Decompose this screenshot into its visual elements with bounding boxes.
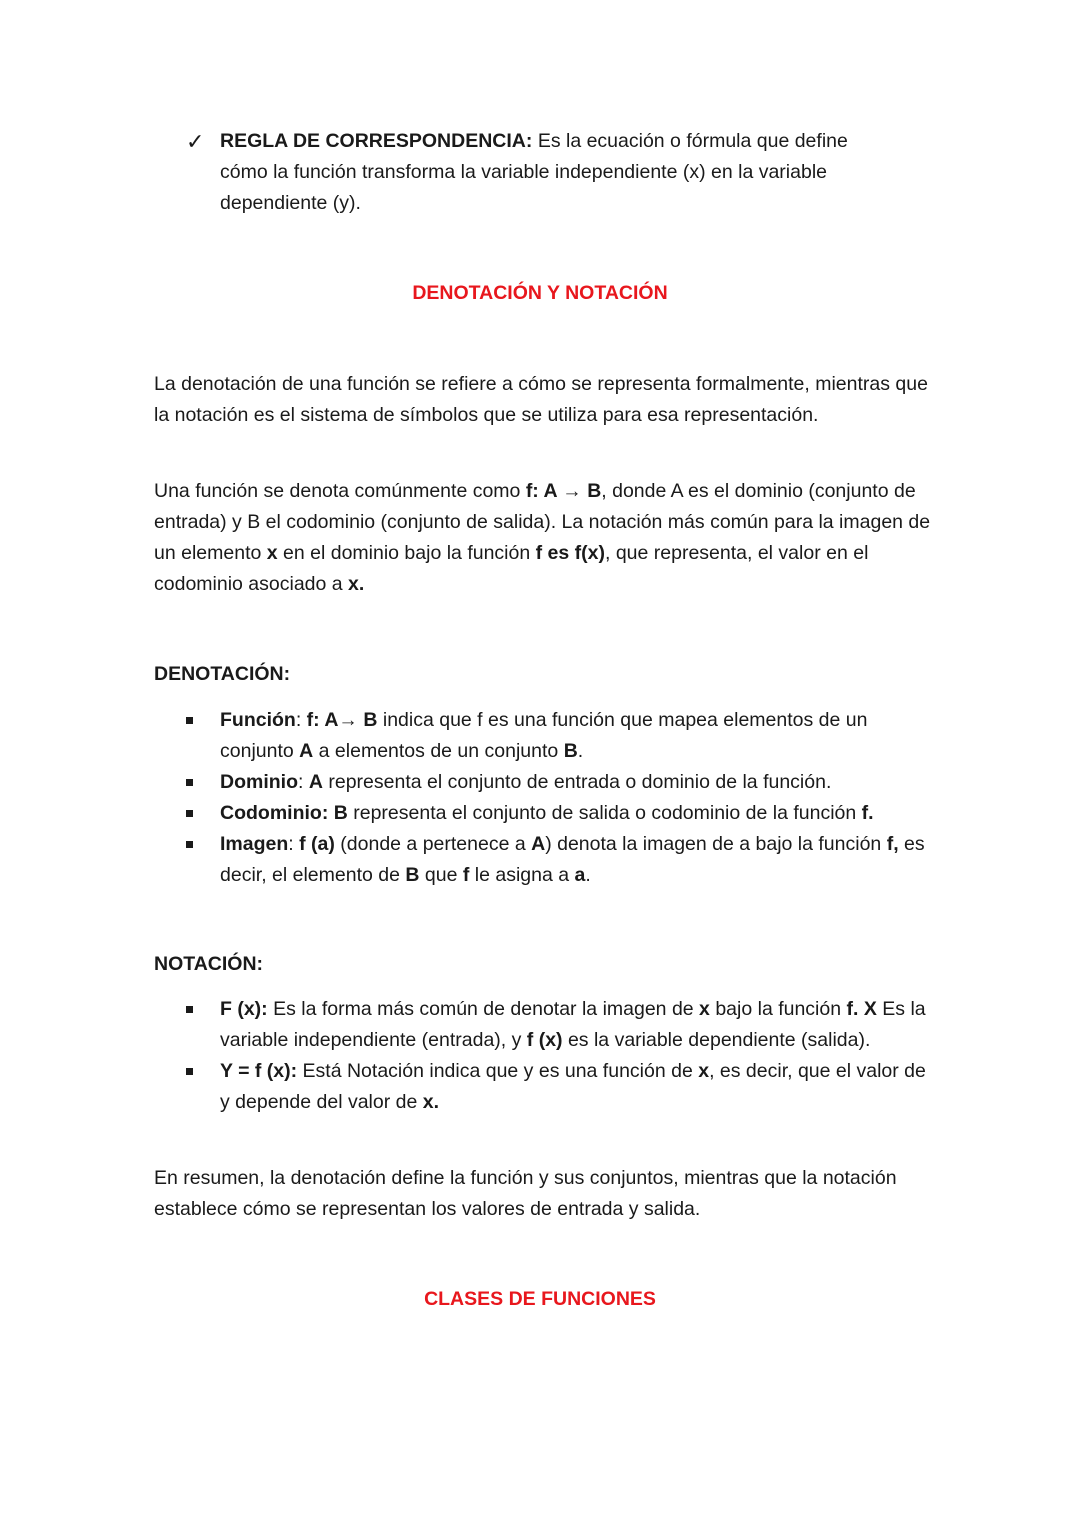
text-run: Una función se denota comúnmente como [154,480,526,502]
list-item-domain [186,767,926,798]
subheading-denotation: DENOTACIÓN: [154,663,291,685]
bold-run: B [563,740,578,762]
section-title-denotation-notation: DENOTACIÓN Y NOTACIÓN [412,282,668,304]
list-item-function [186,705,926,767]
bold-run: x. [422,1091,439,1113]
correspondence-rule-term: REGLA DE CORRESPONDENCIA: [220,130,533,152]
text-run: , que representa, el valor en el codominio asociado a [154,542,869,595]
text-run: (donde a pertenece a [334,833,532,855]
list-item-f-of-x [186,994,926,1056]
denotation-list [186,705,926,891]
text-run: le asigna a [469,864,575,886]
bold-run: Imagen [220,833,289,855]
bold-run: F (x): [220,998,268,1020]
text-run: a elementos de un conjunto [313,740,564,762]
bold-run: x [266,542,278,564]
text-run: que [419,864,463,886]
bold-run: f: A→ B [306,709,378,731]
text-run: , es decir, que el valor de y depende del valor de [220,1060,926,1113]
bold-run: a [574,864,586,886]
text-run: Es la variable independiente (entrada), y [220,998,926,1051]
bold-run: f (a) [299,833,335,855]
section-title-function-classes: CLASES DE FUNCIONES [424,1288,656,1310]
bullet-icon [186,841,193,848]
bold-run: f [462,864,470,886]
text-run: ) denota la imagen de a bajo la función [545,833,887,855]
bold-run: Codominio: B [220,802,348,824]
text-run: es la variable dependiente (salida). [562,1029,871,1051]
text-run: en el dominio bajo la función [277,542,536,564]
text-run: : [298,771,309,793]
text-run: es decir, el elemento de [220,833,925,886]
text-run: , donde A es el dominio (conjunto de entrada) y B el codominio (conjunto de salida). La notación más común para la imagen de un elemento [154,480,931,564]
text-run: . [585,864,591,886]
text-run: indica que f es una función que mapea elementos de un conjunto [220,709,868,762]
bold-run: f. [861,802,874,824]
bullet-icon [186,810,193,817]
list-item-image [186,829,926,891]
notation-list [186,994,926,1118]
bold-run: Y = f (x): [220,1060,298,1082]
bullet-icon [186,1006,193,1013]
bullet-icon [186,1068,193,1075]
text-run: Está Notación indica que y es una función de [297,1060,699,1082]
bullet-icon [186,779,193,786]
list-item-y-equals-f-of-x [186,1056,926,1118]
bold-run: f: A → B [525,480,602,502]
text-run: representa el conjunto de entrada o dominio de la función. [322,771,832,793]
bold-run: f es f(x) [535,542,605,564]
text-run: : [288,833,300,855]
correspondence-rule-definition: Es la ecuación o fórmula que define cómo la función transforma la variable independiente (x) en la variable dependiente (y). [220,130,848,214]
bold-run: x. [348,573,365,595]
text-run: bajo la función [709,998,847,1020]
paragraph-denotation-intro: La denotación de una función se refiere a cómo se representa formalmente, mientras que la notación es el sistema de símbolos que se utiliza para esa representación. [154,373,928,426]
paragraph-summary: En resumen, la denotación define la función y sus conjuntos, mientras que la notación establece cómo se representan los valores de entrada y salida. [154,1167,897,1220]
bold-run: A [308,771,323,793]
bold-run: f (x) [526,1029,563,1051]
bold-run: f, [886,833,899,855]
bold-run: A [299,740,314,762]
list-item-codomain [186,798,926,829]
bold-run: A [531,833,546,855]
bold-run: x [698,1060,710,1082]
bold-run: x [699,998,710,1020]
text-run: . [577,740,584,762]
bold-run: Función [220,709,296,731]
correspondence-rule-text [220,126,900,219]
text-run: Es la forma más común de denotar la imagen de [267,998,700,1020]
text-run: representa el conjunto de salida o codominio de la función [347,802,862,824]
check-icon: ✓ [186,129,205,154]
bold-run: Dominio [220,771,298,793]
bullet-icon [186,717,193,724]
text-run: : [295,709,307,731]
bold-run: B [405,864,420,886]
bold-run: f. X [846,998,877,1020]
subheading-notation: NOTACIÓN: [154,953,264,975]
paragraph-denotation-definition [154,476,944,600]
